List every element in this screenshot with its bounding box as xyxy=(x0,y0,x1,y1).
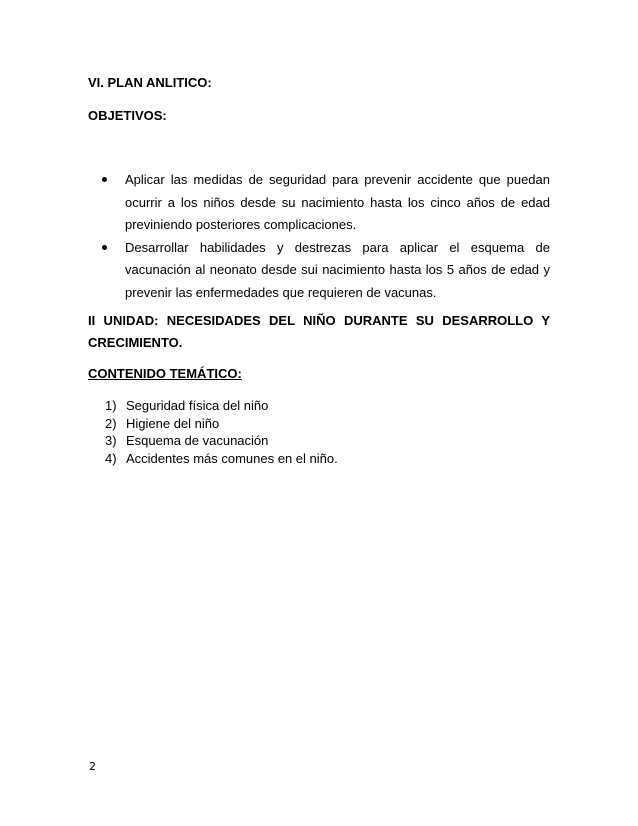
objective-text: Aplicar las medidas de seguridad para prevenir accidente que puedan ocurrir a los niños desde su nacimiento hasta los cinco años de edad previniendo posteriores complicaciones. xyxy=(125,172,550,232)
list-item xyxy=(88,237,550,305)
bullet-icon xyxy=(102,245,107,250)
topic-text: Seguridad física del niño xyxy=(126,398,269,413)
list-item xyxy=(88,397,338,415)
list-item xyxy=(88,450,338,468)
page-number: 2 xyxy=(89,760,96,773)
topic-number: 2) xyxy=(105,415,117,431)
topic-text: Accidentes más comunes en el niño. xyxy=(126,450,338,466)
topic-number: 4) xyxy=(105,450,117,466)
unit-heading: II UNIDAD: NECESIDADES DEL NIÑO DURANTE SU DESARROLLO Y CRECIMIENTO. xyxy=(88,313,550,350)
content-heading: CONTENIDO TEMÁTICO: xyxy=(88,366,242,381)
topic-number: 1) xyxy=(105,398,117,413)
topic-number: 3) xyxy=(105,433,117,448)
bullet-icon xyxy=(102,177,107,182)
topic-text: Esquema de vacunación xyxy=(126,433,269,448)
objective-text: Desarrollar habilidades y destrezas para aplicar el esquema de vacunación al neonato desde sui nacimiento hasta los 5 años de edad y prevenir las enfermedades que requieren de vacunas. xyxy=(125,239,550,300)
topic-text: Higiene del niño xyxy=(126,415,220,431)
objectives-list xyxy=(88,169,550,304)
topics-list xyxy=(88,397,338,467)
list-item xyxy=(88,415,338,433)
plan-heading: VI. PLAN ANLITICO: xyxy=(88,75,212,90)
list-item xyxy=(88,432,338,450)
list-item xyxy=(88,169,550,237)
objectives-heading: OBJETIVOS: xyxy=(88,108,167,123)
